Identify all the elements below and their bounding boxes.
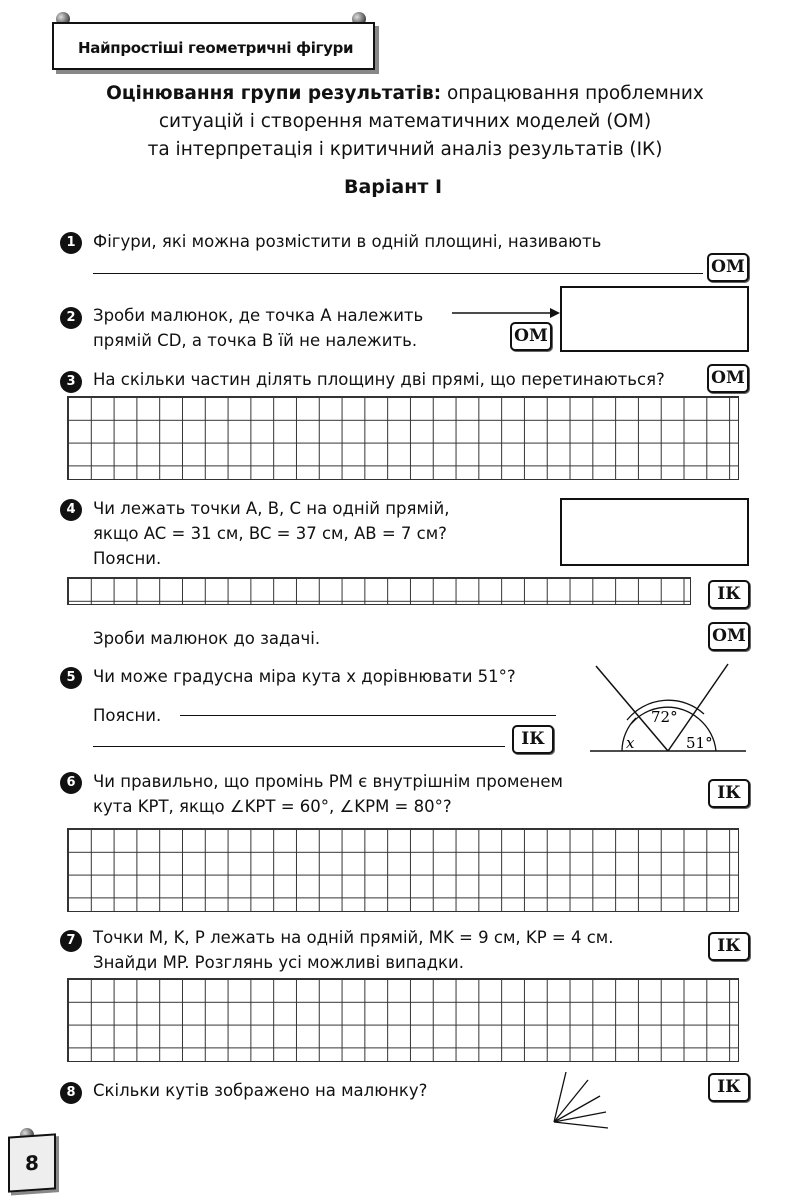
task-number-5: 5 <box>60 667 82 689</box>
task-3-text: На скільки частин ділять площину дві прямі, що перетинаються? <box>93 370 665 389</box>
angle-label-top: 72° <box>651 708 678 726</box>
drawing-box[interactable] <box>560 286 749 352</box>
intro-bold: Оцінювання групи результатів: <box>106 83 442 104</box>
task-6-line2: кута KPT, якщо ∠KPT = 60°, ∠KPM = 80°? <box>93 797 452 816</box>
task-8-text: Скільки кутів зображено на малюнку? <box>93 1081 428 1100</box>
answer-line[interactable] <box>180 715 556 716</box>
answer-line[interactable] <box>93 746 505 747</box>
variant-title: Варіант І <box>343 176 443 198</box>
angle-label-right: 51° <box>686 734 713 752</box>
task-number-2: 2 <box>60 307 82 329</box>
task-2-line2: прямій CD, а точка B їй не належить. <box>93 331 418 350</box>
badge-ik: ІК <box>708 580 750 609</box>
task-1-text: Фігури, які можна розмістити в одній площині, називають <box>93 232 602 251</box>
task-number-3: 3 <box>60 371 82 393</box>
section-title: Найпростіші геометричні фігури <box>52 22 375 70</box>
task-4-line2: якщо AC = 31 см, BC = 37 см, AB = 7 см? <box>93 524 447 543</box>
task-5-line2: Поясни. <box>93 706 162 725</box>
task-5-text: Чи може градусна міра кута x дорівнювати 51°? <box>93 667 516 686</box>
task-number-8: 8 <box>60 1082 82 1104</box>
task-4-extra-text: Зроби малюнок до задачі. <box>93 629 321 648</box>
task-4-line3: Поясни. <box>93 549 162 568</box>
badge-om: ОМ <box>708 622 750 651</box>
badge-om: ОМ <box>707 253 749 282</box>
arrow-icon <box>452 306 560 320</box>
task-2-line1: Зроби малюнок, де точка A належить <box>93 306 424 325</box>
task-number-4: 4 <box>60 499 82 521</box>
intro-heading <box>60 80 750 164</box>
answer-grid[interactable] <box>67 396 739 480</box>
rays-diagram <box>548 1068 614 1130</box>
task-7-line1: Точки M, K, P лежать на одній прямій, MK = 9 см, KP = 4 см. <box>93 928 614 947</box>
intro-rest: опрацювання проблемних <box>441 83 704 104</box>
answer-grid[interactable] <box>67 978 739 1062</box>
task-number-1: 1 <box>60 232 82 254</box>
task-4-line1: Чи лежать точки A, B, C на одній прямій, <box>93 499 450 518</box>
drawing-box[interactable] <box>560 498 749 566</box>
task-6-line1: Чи правильно, що промінь PM є внутрішнім променем <box>93 772 563 791</box>
badge-om: ОМ <box>707 364 749 393</box>
badge-ik: ІК <box>708 1073 750 1102</box>
answer-grid[interactable] <box>67 577 691 605</box>
intro-line2: ситуацій і створення математичних моделей (ОМ) <box>158 111 652 132</box>
angle-diagram <box>588 660 748 756</box>
badge-om: ОМ <box>510 322 552 351</box>
answer-line[interactable] <box>93 273 703 274</box>
task-number-6: 6 <box>60 772 82 794</box>
answer-grid[interactable] <box>67 828 739 912</box>
task-number-7: 7 <box>60 930 82 952</box>
page-number: 8 <box>8 1133 56 1192</box>
angle-label-x: x <box>626 734 635 752</box>
task-7-line2: Знайди MP. Розглянь усі можливі випадки. <box>93 953 464 972</box>
badge-ik: ІК <box>512 725 554 754</box>
badge-ik: ІК <box>708 932 750 961</box>
badge-ik: ІК <box>708 779 750 808</box>
intro-line3: та інтерпретація і критичний аналіз результатів (ІК) <box>147 139 663 160</box>
